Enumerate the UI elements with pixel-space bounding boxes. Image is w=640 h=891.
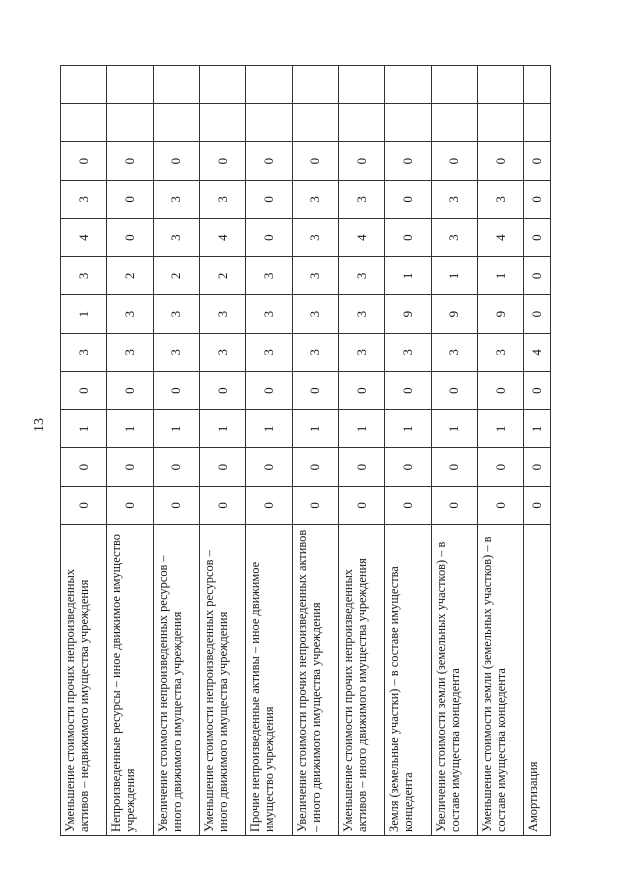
code-digit-cell: 3 [292, 257, 338, 295]
code-digit-cell: 0 [199, 448, 245, 486]
code-digit-cell: 1 [338, 410, 384, 448]
table-container [60, 67, 551, 836]
code-digit-cell: 0 [385, 142, 431, 180]
code-digit-cell: 0 [431, 372, 477, 410]
code-digit-cell: 3 [199, 333, 245, 371]
code-digit-cell: 1 [431, 410, 477, 448]
code-digit-cell: 0 [292, 142, 338, 180]
code-digit-cell: 1 [107, 410, 153, 448]
table-row [107, 66, 153, 836]
code-digit-cell: 3 [246, 333, 292, 371]
code-digit-cell: 3 [246, 257, 292, 295]
code-digit-cell: 0 [292, 372, 338, 410]
code-digit-cell: 0 [246, 180, 292, 218]
code-digit-cell: 0 [524, 142, 551, 180]
code-digit-cell: 0 [107, 448, 153, 486]
code-digit-cell: 4 [477, 219, 523, 257]
empty-cell [246, 66, 292, 104]
code-digit-cell: 0 [61, 486, 107, 524]
code-digit-cell: 0 [431, 486, 477, 524]
empty-cell [524, 104, 551, 142]
table-row [292, 66, 338, 836]
row-label: Уменьшение стоимости прочих непроизведенных активов – иного движимого имущества учреждения [338, 525, 384, 836]
code-digit-cell: 1 [385, 410, 431, 448]
code-digit-cell: 0 [477, 142, 523, 180]
table-row [61, 66, 107, 836]
code-digit-cell: 3 [338, 180, 384, 218]
code-digit-cell: 1 [385, 257, 431, 295]
empty-cell [107, 104, 153, 142]
code-digit-cell: 1 [292, 410, 338, 448]
code-digit-cell: 0 [338, 142, 384, 180]
code-digit-cell: 4 [199, 219, 245, 257]
empty-cell [477, 104, 523, 142]
code-digit-cell: 2 [153, 257, 199, 295]
code-digit-cell: 0 [153, 372, 199, 410]
empty-cell [477, 66, 523, 104]
code-digit-cell: 9 [431, 295, 477, 333]
code-digit-cell: 0 [524, 219, 551, 257]
empty-cell [107, 66, 153, 104]
code-digit-cell: 0 [477, 448, 523, 486]
code-digit-cell: 0 [385, 180, 431, 218]
code-digit-cell: 0 [199, 372, 245, 410]
table-row [431, 66, 477, 836]
code-digit-cell: 1 [61, 410, 107, 448]
code-digit-cell: 0 [61, 372, 107, 410]
code-digit-cell: 3 [431, 333, 477, 371]
code-digit-cell: 0 [292, 486, 338, 524]
empty-cell [246, 104, 292, 142]
code-digit-cell: 0 [107, 372, 153, 410]
code-digit-cell: 1 [477, 410, 523, 448]
code-digit-cell: 0 [107, 142, 153, 180]
empty-cell [292, 104, 338, 142]
code-digit-cell: 3 [338, 333, 384, 371]
code-digit-cell: 3 [431, 219, 477, 257]
code-digit-cell: 3 [107, 333, 153, 371]
code-digit-cell: 1 [524, 410, 551, 448]
code-digit-cell: 0 [199, 142, 245, 180]
table-row [338, 66, 384, 836]
code-digit-cell: 3 [107, 295, 153, 333]
code-digit-cell: 2 [199, 257, 245, 295]
code-digit-cell: 1 [61, 295, 107, 333]
code-digit-cell: 3 [477, 333, 523, 371]
code-digit-cell: 0 [477, 372, 523, 410]
code-digit-cell: 0 [61, 142, 107, 180]
empty-cell [199, 66, 245, 104]
table-row [199, 66, 245, 836]
code-digit-cell: 0 [385, 372, 431, 410]
empty-cell [153, 66, 199, 104]
code-digit-cell: 0 [246, 448, 292, 486]
code-digit-cell: 4 [524, 333, 551, 371]
code-digit-cell: 0 [292, 448, 338, 486]
code-digit-cell: 0 [153, 486, 199, 524]
code-digit-cell: 3 [477, 180, 523, 218]
empty-cell [524, 66, 551, 104]
row-label: Уменьшение стоимости земли (земельных участков) – в составе имущества концедента [477, 525, 523, 836]
code-digit-cell: 3 [292, 333, 338, 371]
code-digit-cell: 0 [524, 180, 551, 218]
account-table [60, 65, 551, 836]
empty-cell [338, 66, 384, 104]
row-label: Земля (земельные участки) – в составе имущества концедента [385, 525, 431, 836]
table-row [153, 66, 199, 836]
code-digit-cell: 3 [431, 180, 477, 218]
code-digit-cell: 3 [153, 180, 199, 218]
code-digit-cell: 0 [61, 448, 107, 486]
code-digit-cell: 0 [246, 372, 292, 410]
table-row [385, 66, 431, 836]
code-digit-cell: 1 [477, 257, 523, 295]
empty-cell [431, 104, 477, 142]
empty-cell [385, 104, 431, 142]
empty-cell [61, 104, 107, 142]
code-digit-cell: 0 [153, 448, 199, 486]
code-digit-cell: 3 [246, 295, 292, 333]
code-digit-cell: 3 [61, 257, 107, 295]
code-digit-cell: 3 [338, 257, 384, 295]
code-digit-cell: 0 [385, 486, 431, 524]
code-digit-cell: 1 [153, 410, 199, 448]
code-digit-cell: 3 [292, 295, 338, 333]
code-digit-cell: 0 [524, 295, 551, 333]
code-digit-cell: 1 [431, 257, 477, 295]
code-digit-cell: 0 [107, 486, 153, 524]
code-digit-cell: 0 [338, 372, 384, 410]
empty-cell [61, 66, 107, 104]
code-digit-cell: 1 [199, 410, 245, 448]
empty-cell [153, 104, 199, 142]
empty-cell [385, 66, 431, 104]
empty-cell [431, 66, 477, 104]
code-digit-cell: 3 [292, 219, 338, 257]
code-digit-cell: 0 [524, 372, 551, 410]
page-number: 13 [32, 418, 47, 432]
code-digit-cell: 3 [153, 219, 199, 257]
code-digit-cell: 0 [107, 180, 153, 218]
row-label: Увеличение стоимости непроизведенных ресурсов – иного движимого имущества учреждения [153, 525, 199, 836]
code-digit-cell: 0 [246, 486, 292, 524]
empty-cell [338, 104, 384, 142]
code-digit-cell: 0 [199, 486, 245, 524]
row-label: Увеличение стоимости прочих непроизведенных активов – иного движимого имущества учреждения [292, 525, 338, 836]
code-digit-cell: 3 [199, 295, 245, 333]
code-digit-cell: 4 [338, 219, 384, 257]
row-label: Уменьшение стоимости непроизведенных ресурсов – иного движимого имущества учреждения [199, 525, 245, 836]
code-digit-cell: 3 [153, 295, 199, 333]
code-digit-cell: 2 [107, 257, 153, 295]
table-row [246, 66, 292, 836]
table-row [524, 66, 551, 836]
code-digit-cell: 0 [524, 448, 551, 486]
code-digit-cell: 0 [524, 257, 551, 295]
row-label: Непроизведенные ресурсы – иное движимое имущество учреждения [107, 525, 153, 836]
row-label: Увеличение стоимости земли (земельных участков) – в составе имущества концедента [431, 525, 477, 836]
code-digit-cell: 9 [477, 295, 523, 333]
code-digit-cell: 0 [385, 219, 431, 257]
code-digit-cell: 3 [385, 333, 431, 371]
code-digit-cell: 1 [246, 410, 292, 448]
code-digit-cell: 9 [385, 295, 431, 333]
code-digit-cell: 0 [338, 448, 384, 486]
row-label: Амортизация [524, 525, 551, 836]
code-digit-cell: 0 [431, 448, 477, 486]
table-row [477, 66, 523, 836]
code-digit-cell: 0 [477, 486, 523, 524]
code-digit-cell: 3 [153, 333, 199, 371]
code-digit-cell: 0 [246, 219, 292, 257]
code-digit-cell: 0 [338, 486, 384, 524]
code-digit-cell: 0 [385, 448, 431, 486]
code-digit-cell: 0 [431, 142, 477, 180]
code-digit-cell: 3 [338, 295, 384, 333]
code-digit-cell: 4 [61, 219, 107, 257]
code-digit-cell: 3 [61, 333, 107, 371]
empty-cell [292, 66, 338, 104]
row-label: Прочие непроизведенные активы – иное движимое имущество учреждения [246, 525, 292, 836]
code-digit-cell: 3 [199, 180, 245, 218]
row-label: Уменьшение стоимости прочих непроизведенных активов – недвижимого имущества учреждения [61, 525, 107, 836]
code-digit-cell: 0 [107, 219, 153, 257]
empty-cell [199, 104, 245, 142]
code-digit-cell: 0 [153, 142, 199, 180]
code-digit-cell: 3 [292, 180, 338, 218]
code-digit-cell: 3 [61, 180, 107, 218]
code-digit-cell: 0 [246, 142, 292, 180]
code-digit-cell: 0 [524, 486, 551, 524]
